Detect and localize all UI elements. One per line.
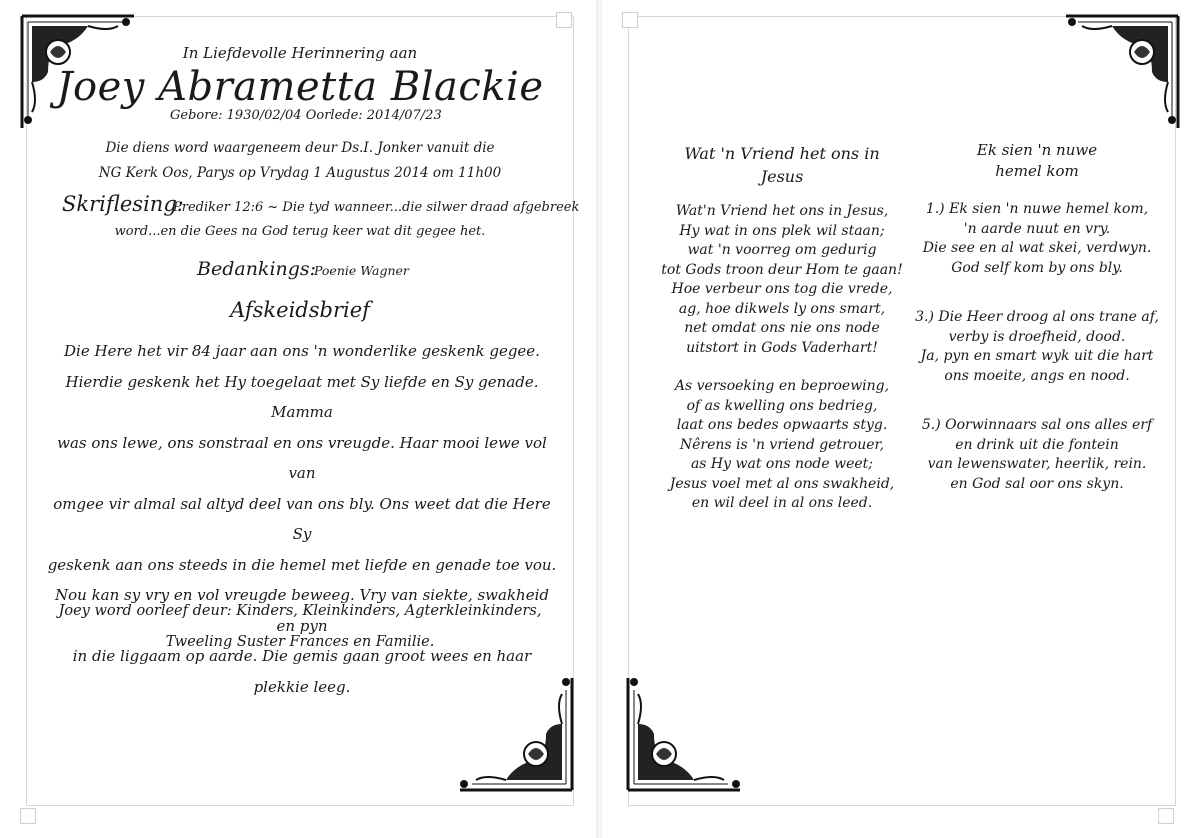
- hymn-line: of as kwelling ons bedrieg,: [686, 397, 878, 414]
- hymn-line: laat ons bedes opwaarts styg.: [676, 417, 888, 433]
- hymn-line: Hoe verbeur ons tog die vrede,: [671, 281, 893, 297]
- hymn-line: As versoeking en beproewing,: [674, 378, 890, 394]
- farewell-letter-heading: Afskeidsbrief: [230, 298, 370, 322]
- hymn-line: wat 'n voorreg om gedurig: [687, 242, 877, 258]
- hymn-line: net omdat ons nie ons node: [684, 320, 880, 336]
- frame-corner-square: [622, 12, 638, 28]
- hymn-line: Die see en al wat skei, verdwyn.: [922, 240, 1152, 256]
- hymn-title-line: Jesus: [760, 167, 804, 186]
- frame-corner-square: [556, 12, 572, 28]
- service-line: Die diens word waargeneem deur Ds.I. Jonker vanuit die: [105, 140, 495, 156]
- birth-death-dates: Gebore: 1930/02/04 Oorlede: 2014/07/23: [170, 108, 442, 123]
- hymn-line: ons moeite, angs en nood.: [944, 367, 1130, 384]
- hymn-line: ag, hoe dikwels ly ons smart,: [678, 300, 886, 317]
- scripture-text: Prediker 12:6 ~ Die tyd wanneer...die silwer draad afgebreek: [173, 200, 580, 215]
- survived-line: Joey word oorleef deur: Kinders, Kleinkinders, Agterkleinkinders,: [58, 603, 542, 619]
- letter-line: omgee vir almal sal altyd deel van ons bly. Ons weet dat die Here Sy: [53, 494, 551, 543]
- dedication-lead: In Liefdevolle Herinnering aan: [182, 44, 418, 62]
- hymn-line: en drink uit die fontein: [955, 436, 1119, 453]
- hymn-ek-sien-n-nuwe-hemel: [902, 140, 1172, 494]
- letter-line: Nou kan sy vry en vol vreugde beweeg. Vry van siekte, swakheid en pyn: [55, 586, 549, 635]
- letter-line: geskenk aan ons steeds in die hemel met liefde en genade toe vou.: [47, 555, 557, 574]
- hymn-line: 1.) Ek sien 'n nuwe hemel kom,: [925, 201, 1149, 217]
- thanks-heading: Bedankings:: [197, 258, 317, 280]
- hymn-line: Jesus voel met al ons swakheid,: [669, 475, 895, 492]
- hymn-title-line: Wat 'n Vriend het ons in: [684, 144, 880, 163]
- letter-line: Hierdie geskenk het Hy toegelaat met Sy liefde en Sy genade. Mamma: [65, 372, 539, 421]
- hymn-stanza: [642, 377, 922, 514]
- hymn-line: 'n aarde nuut en vry.: [963, 220, 1111, 237]
- hymn-stanza: [902, 416, 1172, 494]
- hymn-line: Nêrens is 'n vriend getrouer,: [679, 436, 885, 453]
- thanks-text: Poenie Wagner: [314, 263, 409, 278]
- hymn-line: uitstort in Gods Vaderhart!: [686, 339, 878, 356]
- scripture-text-continued: word...en die Gees na God terug keer wat dit gegee het.: [114, 224, 486, 239]
- hymn-line: Ja, pyn en smart wyk uit die hart: [920, 348, 1154, 364]
- hymn-stanza: [902, 200, 1172, 278]
- service-details: [40, 136, 560, 186]
- hymn-line: as Hy wat ons node weet;: [690, 456, 874, 472]
- right-page: [602, 0, 1200, 838]
- hymn-line: Wat'n Vriend het ons in Jesus,: [675, 203, 889, 219]
- letter-line: Die Here het vir 84 jaar aan ons 'n wonderlike geskenk gegee.: [64, 342, 540, 360]
- ornate-corner-bottom-left-icon: [624, 674, 744, 794]
- hymn-line: en God sal oor ons skyn.: [950, 475, 1124, 492]
- letter-line: was ons lewe, ons sonstraal en ons vreugde. Haar mooi lewe vol van: [57, 433, 547, 482]
- survived-line: Tweeling Suster Frances en Familie.: [165, 634, 435, 650]
- hymn-line: verby is droefheid, dood.: [948, 328, 1126, 345]
- letter-line: in die liggaam op aarde. Die gemis gaan groot wees en haar plekkie leeg.: [72, 647, 532, 696]
- hymn-stanza: [902, 308, 1172, 386]
- hymn-line: Hy wat in ons plek wil staan;: [679, 222, 885, 239]
- left-page: [0, 0, 598, 838]
- hymn-line: van lewenswater, heerlik, rein.: [927, 456, 1147, 472]
- hymn-stanza: [642, 202, 922, 358]
- hymn-line: God self kom by ons bly.: [951, 259, 1123, 276]
- scripture-heading: Skriflesing:: [62, 192, 184, 216]
- frame-corner-square: [20, 808, 36, 824]
- hymn-line: en wil deel in al ons leed.: [691, 495, 873, 511]
- hymn-wat-n-vriend: [642, 142, 922, 514]
- hymn-title-line: hemel kom: [995, 162, 1079, 180]
- hymn-title-line: Ek sien 'n nuwe: [976, 141, 1098, 159]
- ornate-corner-top-right-icon: [1062, 12, 1182, 132]
- frame-corner-square: [1158, 808, 1174, 824]
- deceased-name: Joey Abrametta Blackie: [56, 64, 544, 110]
- hymn-line: 5.) Oorwinnaars sal ons alles erf: [921, 417, 1153, 433]
- hymn-line: tot Gods troon deur Hom te gaan!: [661, 261, 903, 278]
- service-line: NG Kerk Oos, Parys op Vrydag 1 Augustus 2014 om 11h00: [98, 165, 502, 181]
- survived-by: [40, 596, 560, 658]
- hymn-line: 3.) Die Heer droog al ons trane af,: [915, 309, 1159, 325]
